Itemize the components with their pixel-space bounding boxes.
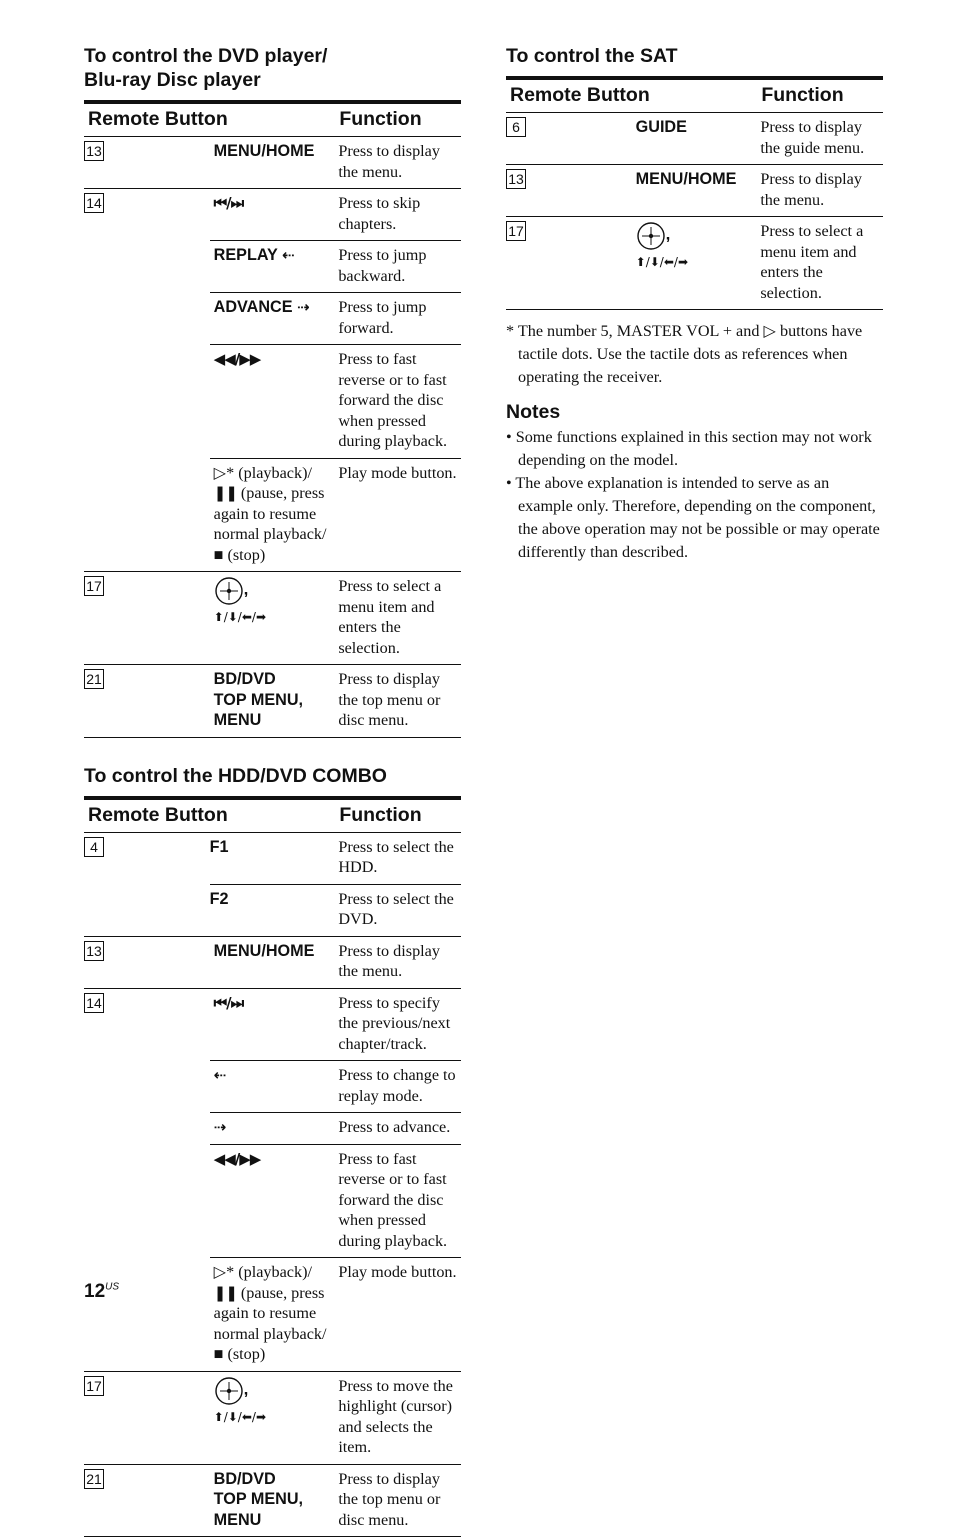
number-badge: 13 — [84, 941, 104, 961]
dvd-section — [84, 44, 461, 738]
page-number-suffix: US — [105, 1282, 119, 1293]
button-label: F1 — [210, 832, 336, 884]
footnote-part1: * The number 5, MASTER VOL + and — [506, 322, 763, 340]
skip-prev-next-icon: ⏮/⏭ — [214, 994, 243, 1012]
page-number — [84, 1281, 119, 1303]
replay-arrow-icon: ⇠ — [282, 246, 294, 264]
play-mode-buttons — [210, 1258, 336, 1372]
list-item: • Some functions explained in this section may not work depending on the model. — [506, 426, 883, 472]
footnote — [506, 320, 883, 389]
header-remote-button: Remote Button — [84, 102, 335, 137]
arrow-keys-icon: ⬆/⬇/⬅/➡ — [214, 610, 266, 624]
header-remote-button: Remote Button — [84, 798, 335, 833]
button-label — [210, 665, 336, 738]
list-item: • The above explanation is intended to serve as an example only. Therefore, depending on the component, the above operation may not be possible or may operate differently than described. — [506, 472, 883, 564]
table-header-row — [84, 798, 461, 833]
number-badge: 21 — [84, 1469, 104, 1489]
button-label: REPLAY — [214, 246, 278, 264]
advance-arrow-icon: ⇢ — [297, 298, 309, 316]
table-row — [84, 936, 461, 988]
function-text: Play mode button. — [335, 1258, 461, 1372]
play-icon: ▷ — [214, 1263, 226, 1281]
number-badge: 21 — [84, 669, 104, 689]
number-badge: 17 — [84, 576, 104, 596]
table-header-row — [84, 102, 461, 137]
table-row — [84, 137, 461, 189]
function-text: Press to display the menu. — [335, 137, 461, 189]
cursor-button-icon — [214, 576, 244, 606]
table-row — [84, 293, 461, 345]
play-text: * (playback)/ — [226, 464, 312, 482]
number-badge: 17 — [506, 221, 526, 241]
function-text: Press to display the top menu or disc menu. — [335, 665, 461, 738]
comma: , — [244, 1379, 249, 1398]
function-text: Press to select the DVD. — [335, 884, 461, 936]
hdd-section — [84, 764, 461, 1537]
function-text: Press to change to replay mode. — [335, 1061, 461, 1113]
function-text: Play mode button. — [335, 458, 461, 572]
number-badge: 13 — [84, 141, 104, 161]
page-number-value: 12 — [84, 1281, 105, 1302]
table-row — [84, 572, 461, 665]
topmenu-line3: MENU — [214, 711, 262, 729]
right-column — [506, 44, 883, 564]
table-row — [84, 1144, 461, 1258]
dvd-title-line2: Blu-ray Disc player — [84, 69, 261, 91]
table-row — [84, 1061, 461, 1113]
pause-text: (pause, press again to resume normal playback/ — [214, 1284, 327, 1343]
table-row — [84, 988, 461, 1061]
sat-remote-table — [506, 76, 883, 310]
function-text: Press to fast reverse or to fast forward the disc when pressed during playback. — [335, 345, 461, 459]
stop-icon: ■ — [214, 546, 224, 564]
stop-icon: ■ — [214, 1345, 224, 1363]
pause-icon: ❚❚ — [214, 1284, 237, 1302]
function-text: Press to display the menu. — [757, 165, 883, 217]
function-text: Press to advance. — [335, 1113, 461, 1145]
notes-title: Notes — [506, 401, 883, 424]
table-row — [84, 1464, 461, 1537]
sat-section — [506, 44, 883, 310]
function-text: Press to move the highlight (cursor) and selects the item. — [335, 1371, 461, 1464]
table-row — [84, 189, 461, 241]
rewind-fastforward-icon: ◀◀/▶▶ — [214, 350, 261, 368]
number-badge: 4 — [84, 837, 104, 857]
table-row — [84, 1113, 461, 1145]
dvd-remote-table — [84, 100, 461, 738]
function-text: Press to select a menu item and enters the selection. — [335, 572, 461, 665]
table-header-row — [506, 78, 883, 113]
function-text: Press to jump forward. — [335, 293, 461, 345]
function-text: Press to display the guide menu. — [757, 113, 883, 165]
topmenu-line3: MENU — [214, 1511, 262, 1529]
button-label: ADVANCE — [214, 298, 293, 316]
button-label: MENU/HOME — [210, 137, 336, 189]
advance-arrow-icon: ⇢ — [214, 1118, 226, 1136]
function-text: Press to select the HDD. — [335, 832, 461, 884]
hdd-remote-table — [84, 796, 461, 1537]
function-text: Press to specify the previous/next chapter/track. — [335, 988, 461, 1061]
rewind-fastforward-icon: ◀◀/▶▶ — [214, 1150, 261, 1168]
stop-text: (stop) — [223, 1345, 265, 1363]
button-label — [210, 1464, 336, 1537]
number-badge: 14 — [84, 993, 104, 1013]
pause-text: (pause, press again to resume normal playback/ — [214, 484, 327, 543]
header-function: Function — [757, 78, 883, 113]
comma: , — [666, 225, 671, 244]
hdd-section-title: To control the HDD/DVD COMBO — [84, 764, 461, 788]
header-remote-button: Remote Button — [506, 78, 757, 113]
button-label: GUIDE — [632, 113, 758, 165]
topmenu-line1: BD/DVD — [214, 1470, 276, 1488]
function-text: Press to skip chapters. — [335, 189, 461, 241]
table-row — [84, 345, 461, 459]
table-row — [84, 1371, 461, 1464]
replay-arrow-icon: ⇠ — [214, 1066, 226, 1084]
dvd-section-title — [84, 44, 461, 92]
table-row — [84, 241, 461, 293]
sat-section-title: To control the SAT — [506, 44, 883, 68]
dvd-title-line1: To control the DVD player/ — [84, 45, 327, 67]
topmenu-line1: BD/DVD — [214, 670, 276, 688]
stop-text: (stop) — [223, 546, 265, 564]
number-badge: 14 — [84, 193, 104, 213]
arrow-keys-icon: ⬆/⬇/⬅/➡ — [214, 1410, 266, 1424]
function-text: Press to display the menu. — [335, 936, 461, 988]
pause-icon: ❚❚ — [214, 484, 237, 502]
table-row — [506, 113, 883, 165]
footnote-part2: buttons have tactile dots. Use the tactile dots as references when operating the receiver. — [518, 322, 862, 386]
left-column — [84, 44, 461, 1537]
table-row — [84, 1258, 461, 1372]
button-label: MENU/HOME — [210, 936, 336, 988]
cursor-button-icon — [636, 221, 666, 251]
number-badge: 6 — [506, 117, 526, 137]
comma: , — [244, 580, 249, 599]
cursor-button-icon — [214, 1376, 244, 1406]
table-row — [84, 665, 461, 738]
number-badge: 13 — [506, 169, 526, 189]
function-text: Press to display the top menu or disc menu. — [335, 1464, 461, 1537]
function-text: Press to fast reverse or to fast forward the disc when pressed during playback. — [335, 1144, 461, 1258]
skip-prev-next-icon: ⏮/⏭ — [214, 194, 243, 212]
button-label: F2 — [210, 884, 336, 936]
function-text: Press to jump backward. — [335, 241, 461, 293]
number-badge: 17 — [84, 1376, 104, 1396]
button-label: MENU/HOME — [632, 165, 758, 217]
header-function: Function — [335, 798, 461, 833]
function-text: Press to select a menu item and enters the selection. — [757, 217, 883, 310]
table-row — [506, 165, 883, 217]
play-icon: ▷ — [214, 464, 226, 482]
play-icon: ▷ — [763, 322, 775, 340]
table-row — [84, 884, 461, 936]
table-row — [506, 217, 883, 310]
table-row — [84, 832, 461, 884]
topmenu-line2: TOP MENU, — [214, 1490, 303, 1508]
play-mode-buttons — [210, 458, 336, 572]
notes-list — [506, 426, 883, 564]
table-row — [84, 458, 461, 572]
header-function: Function — [335, 102, 461, 137]
arrow-keys-icon: ⬆/⬇/⬅/➡ — [636, 255, 688, 269]
play-text: * (playback)/ — [226, 1263, 312, 1281]
topmenu-line2: TOP MENU, — [214, 691, 303, 709]
